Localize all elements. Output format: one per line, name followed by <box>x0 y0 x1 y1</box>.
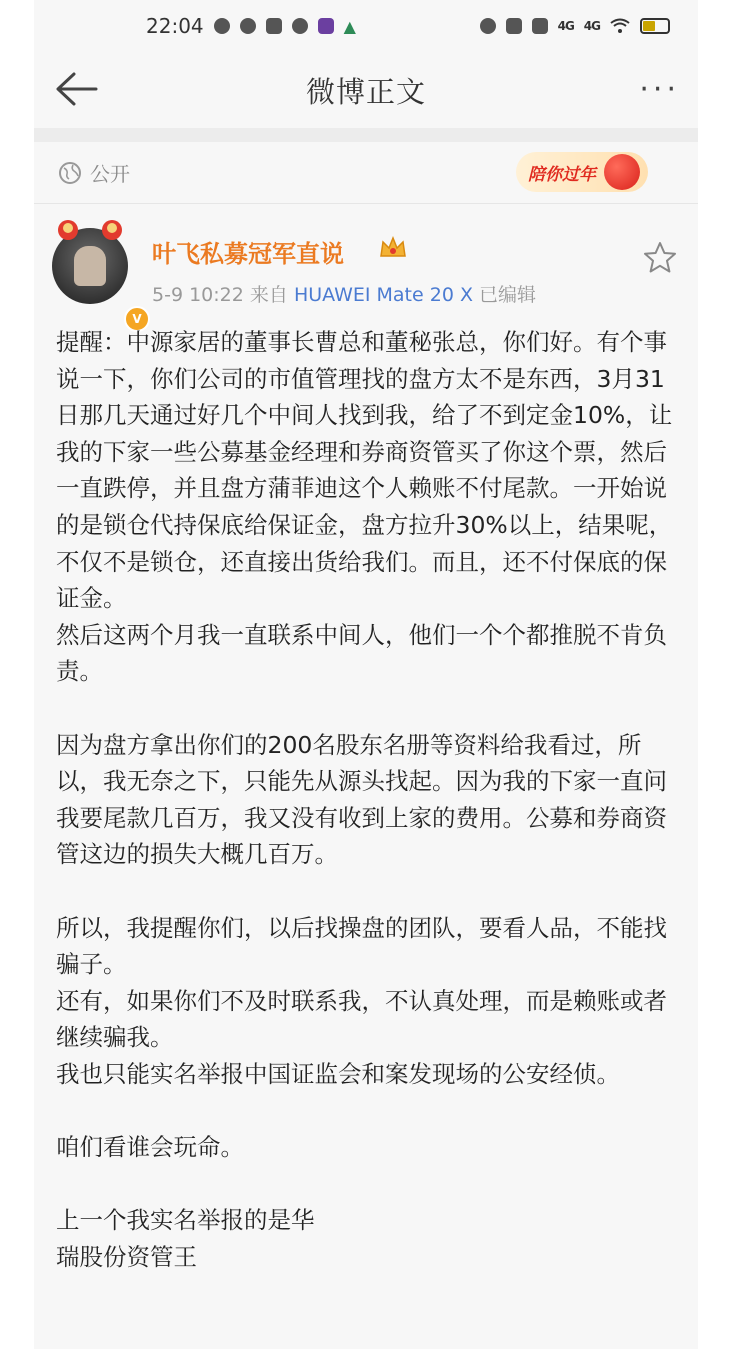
globe-icon <box>58 161 82 185</box>
visibility-label: 公开 <box>90 162 130 186</box>
verified-badge-icon: V <box>124 306 150 332</box>
alarm-icon <box>480 18 496 34</box>
hd-icon <box>532 18 548 34</box>
post-paragraph: 所以，我提醒你们，以后找操盘的团队，要看人品，不能找骗子。 <box>56 913 667 979</box>
left-margin <box>0 0 34 1349</box>
post-paragraph <box>56 1166 680 1203</box>
right-margin <box>698 0 750 1349</box>
edited-label: 已编辑 <box>479 284 537 306</box>
post-paragraph <box>56 873 680 910</box>
post-content <box>56 324 680 1275</box>
section-divider <box>34 128 698 142</box>
festive-decoration-icon <box>54 216 126 242</box>
qq-icon <box>240 18 256 34</box>
source-device-link[interactable]: HUAWEI Mate 20 X <box>293 284 473 306</box>
wechat-icon <box>214 18 230 34</box>
post-paragraph <box>56 1092 680 1129</box>
post-paragraph <box>56 690 680 727</box>
wifi-icon <box>610 18 630 34</box>
post-paragraph: 还有，如果你们不及时联系我，不认真处理，而是赖账或者继续骗我。 <box>56 986 667 1052</box>
avatar-person-graphic <box>74 246 106 286</box>
back-arrow-icon[interactable] <box>52 70 98 108</box>
upload-icon: ▲ <box>343 16 356 36</box>
post-paragraph: 我也只能实名举报中国证监会和案发现场的公安经侦。 <box>56 1059 620 1088</box>
new-year-promo-badge[interactable] <box>516 152 648 192</box>
status-bar <box>34 0 698 52</box>
promo-text: 陪你过年 <box>528 164 596 185</box>
post-author-row <box>34 204 698 326</box>
battery-icon <box>640 18 670 34</box>
gallery-icon <box>266 18 282 34</box>
weibo-icon <box>292 18 308 34</box>
signal-2-label: 4G <box>583 19 600 33</box>
crown-icon <box>378 234 408 260</box>
signal-1-label: 4G <box>557 19 574 33</box>
post-paragraph: 提醒：中源家居的董事长曹总和董秘张总，你们好。有个事说一下，你们公司的市值管理找的盘方太不是东西，3月31日那几天通过好几个中间人找到我，给了不到定金10%，让我的下家一些公募基金经理和券商资管买了你这个票，然后一直跌停，并且盘方蒲菲迪这个人赖账不付尾款。一开始说的是锁仓代持保底给保证金，盘方拉升30%以上，结果呢，不仅不是锁仓，还直接出货给我们。而且，还不付保底的保证金。 <box>56 328 673 613</box>
post-paragraph: 上一个我实名举报的是华 <box>56 1206 315 1235</box>
source-prefix: 来自 <box>249 284 288 306</box>
more-options-icon[interactable]: ··· <box>639 72 680 107</box>
favorite-star-icon[interactable] <box>642 240 678 276</box>
avatar[interactable] <box>52 228 142 326</box>
phone-screen <box>34 0 698 1349</box>
k-app-icon <box>318 18 334 34</box>
status-time: 22:04 <box>146 14 204 38</box>
author-name[interactable]: 叶飞私募冠军直说 <box>152 240 344 268</box>
post-paragraph: 咱们看谁会玩命。 <box>56 1133 244 1162</box>
page-title: 微博正文 <box>305 74 426 109</box>
vibrate-icon <box>506 18 522 34</box>
post-paragraph: 然后这两个月我一直联系中间人，他们一个个都推脱不肯负责。 <box>56 620 667 686</box>
post-paragraph: 瑞股份资管王 <box>56 1242 197 1271</box>
visibility-row <box>34 142 698 204</box>
lantern-icon <box>604 154 640 190</box>
top-nav-bar <box>34 52 698 128</box>
post-date: 5-9 10:22 <box>152 284 244 306</box>
post-paragraph: 因为盘方拿出你们的200名股东名册等资料给我看过，所以，我无奈之下，只能先从源头找起。因为我的下家一直问我要尾款几百万，我又没有收到上家的费用。公募和券商资管这边的损失大概几百万。 <box>56 730 667 869</box>
post-meta <box>152 280 536 307</box>
